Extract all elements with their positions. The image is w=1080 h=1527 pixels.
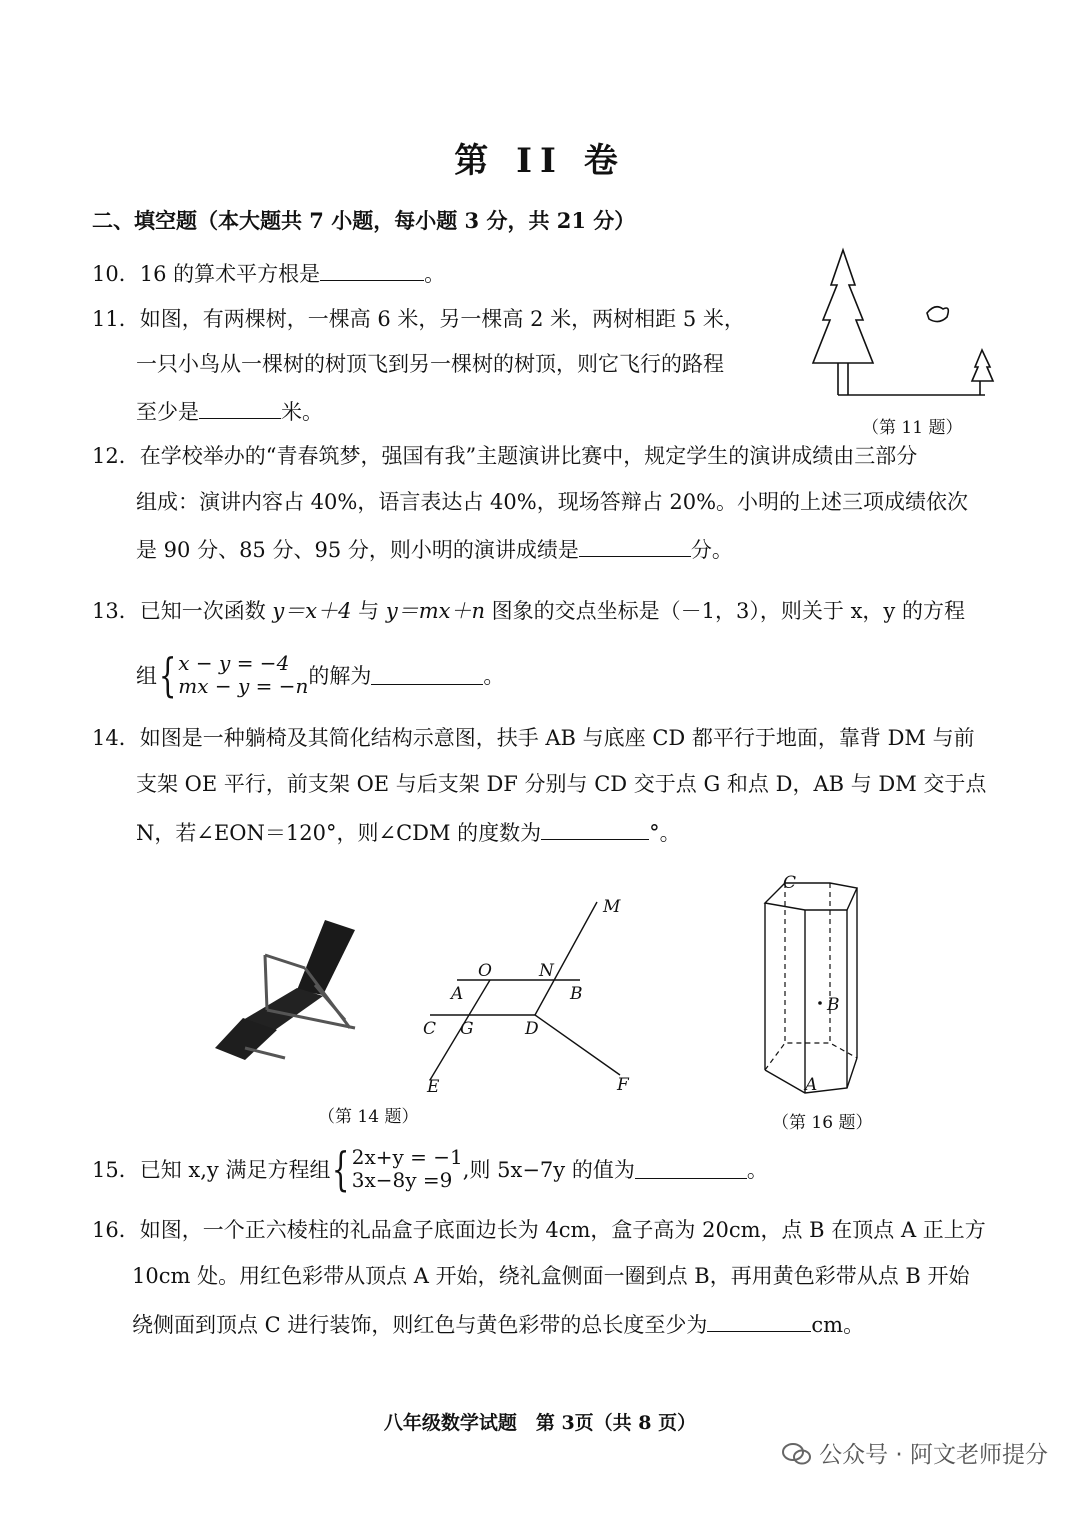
q12-line3a: 是 90 分、85 分、95 分，则小明的演讲成绩是 xyxy=(136,538,579,562)
q14-line3a: N，若∠EON＝120°，则∠CDM 的度数为 xyxy=(136,821,542,845)
q13-eq2: mx − y = −n xyxy=(178,674,309,698)
q15-system xyxy=(352,1146,463,1192)
q11-line2: 一只小鸟从一棵树的树顶飞到另一棵树的树顶，则它飞行的路程 xyxy=(136,352,724,376)
q11-line1: 11．如图，有两棵树，一棵高 6 米，另一棵高 2 米，两树相距 5 米， xyxy=(92,307,745,331)
question-10 xyxy=(92,262,445,285)
line-DF xyxy=(535,1015,620,1075)
q16-line1: 16．如图，一个正六棱柱的礼品盒子底面边长为 4cm，盒子高为 20cm，点 B 在顶点 A 正上方 xyxy=(92,1218,986,1242)
q12-line1: 12．在学校举办的“青春筑梦，强国有我”主题演讲比赛中，规定学生的演讲成绩由三部分 xyxy=(92,444,918,468)
answer-blank-11[interactable] xyxy=(199,400,281,419)
q16-line3a: 绕侧面到顶点 C 进行装饰，则红色与黄色彩带的总长度至少为 xyxy=(132,1313,708,1337)
q13-mid: 与 xyxy=(351,599,386,623)
figure-q14-diagram xyxy=(415,890,645,1105)
label-N: N xyxy=(539,961,554,981)
label-G: G xyxy=(460,1019,474,1039)
q13-zu: 组 xyxy=(136,664,157,688)
page-footer: 八年级数学试题 第 3页（共 8 页） xyxy=(383,1412,697,1434)
q13-prefix: 13．已知一次函数 xyxy=(92,599,273,623)
page-title: 第 II 卷 xyxy=(454,141,626,181)
q13-end: 。 xyxy=(483,664,505,688)
line-DM xyxy=(535,902,597,1015)
prism-label-C: C xyxy=(783,873,797,893)
q15-tail: ,则 5x−7y 的值为 xyxy=(462,1158,635,1182)
q12-line3b: 分。 xyxy=(690,538,733,562)
q15-eq2: 3x−8y =9 xyxy=(351,1168,453,1192)
figure-q14-chair-photo xyxy=(205,910,375,1070)
q13-line2 xyxy=(136,648,505,702)
q15-end: 。 xyxy=(746,1158,768,1182)
q16-line3b: cm。 xyxy=(811,1313,865,1337)
caption-q14: （第 14 题） xyxy=(318,1107,419,1127)
q12-line2: 组成：演讲内容占 40%，语言表达占 40%，现场答辩占 20%。小明的上述三项成绩依次 xyxy=(136,490,969,514)
q15-prefix: 15．已知 x,y 满足方程组 xyxy=(92,1158,331,1182)
q13-line1 xyxy=(92,601,965,622)
watermark-text: 公众号 · 阿文老师提分 xyxy=(819,1442,1048,1468)
label-F: F xyxy=(617,1075,629,1095)
figure-q11-trees xyxy=(805,245,1005,415)
label-A: A xyxy=(451,984,464,1004)
label-O: O xyxy=(478,961,492,981)
wechat-icon xyxy=(782,1442,812,1466)
q11-line3 xyxy=(136,400,323,423)
q14-line2: 支架 OE 平行，前支架 OE 与后支架 DF 分别与 CD 交于点 G 和点 D，AB 与 DM 交于点 xyxy=(136,772,987,796)
label-M: M xyxy=(603,897,621,917)
question-15 xyxy=(92,1142,768,1196)
answer-blank-15[interactable] xyxy=(635,1160,747,1179)
short-tree-icon xyxy=(972,350,993,381)
lounge-chair-icon xyxy=(215,920,355,1060)
watermark xyxy=(782,1436,1048,1469)
label-D: D xyxy=(525,1019,539,1039)
answer-blank-14[interactable] xyxy=(541,821,649,840)
caption-q16: （第 16 题） xyxy=(772,1113,873,1133)
q15-brace: { xyxy=(332,1142,350,1196)
figure-q16-prism xyxy=(745,868,875,1103)
answer-blank-16[interactable] xyxy=(707,1313,811,1332)
q13-function-1: y＝x＋4 xyxy=(272,599,352,623)
q11-line3b: 米。 xyxy=(281,400,323,424)
q10-end: 。 xyxy=(424,262,446,286)
caption-q11: （第 11 题） xyxy=(862,418,963,438)
q13-tail: 的解为 xyxy=(308,664,372,688)
q14-line1: 14．如图是一种躺椅及其简化结构示意图，扶手 AB 与底座 CD 都平行于地面，靠背 DM 与前 xyxy=(92,726,975,750)
answer-blank-12[interactable] xyxy=(579,538,691,557)
tall-tree-icon xyxy=(813,250,873,363)
answer-blank-10[interactable] xyxy=(320,262,424,281)
q16-line2: 10cm 处。用红色彩带从顶点 A 开始，绕礼盒侧面一圈到点 B，再用黄色彩带从点 B 开始 xyxy=(132,1264,970,1288)
q11-line3a: 至少是 xyxy=(136,400,199,424)
prism-label-A: A xyxy=(805,1075,818,1095)
q13-rest: 图象的交点坐标是（－1，3），则关于 x，y 的方程 xyxy=(485,599,965,623)
q10-text: 10．16 的算术平方根是 xyxy=(92,262,321,286)
q14-line3b: °。 xyxy=(649,821,681,845)
prism-label-B: B xyxy=(827,995,840,1015)
q15-eq1: 2x+y = −1 xyxy=(351,1145,463,1169)
q13-eq1: x − y = −4 xyxy=(178,651,290,675)
label-B: B xyxy=(570,984,583,1004)
q16-line3 xyxy=(132,1313,864,1336)
q13-brace: { xyxy=(158,648,177,702)
q13-system xyxy=(178,652,308,698)
label-E: E xyxy=(427,1077,440,1097)
section-heading: 二、填空题（本大题共 7 小题，每小题 3 分，共 21 分） xyxy=(92,208,636,233)
q13-function-2: y＝mx＋n xyxy=(385,599,485,623)
q12-line3 xyxy=(136,538,733,561)
label-C: C xyxy=(423,1019,437,1039)
bird-icon xyxy=(927,307,948,322)
answer-blank-13[interactable] xyxy=(371,666,483,685)
q14-line3 xyxy=(136,821,681,844)
